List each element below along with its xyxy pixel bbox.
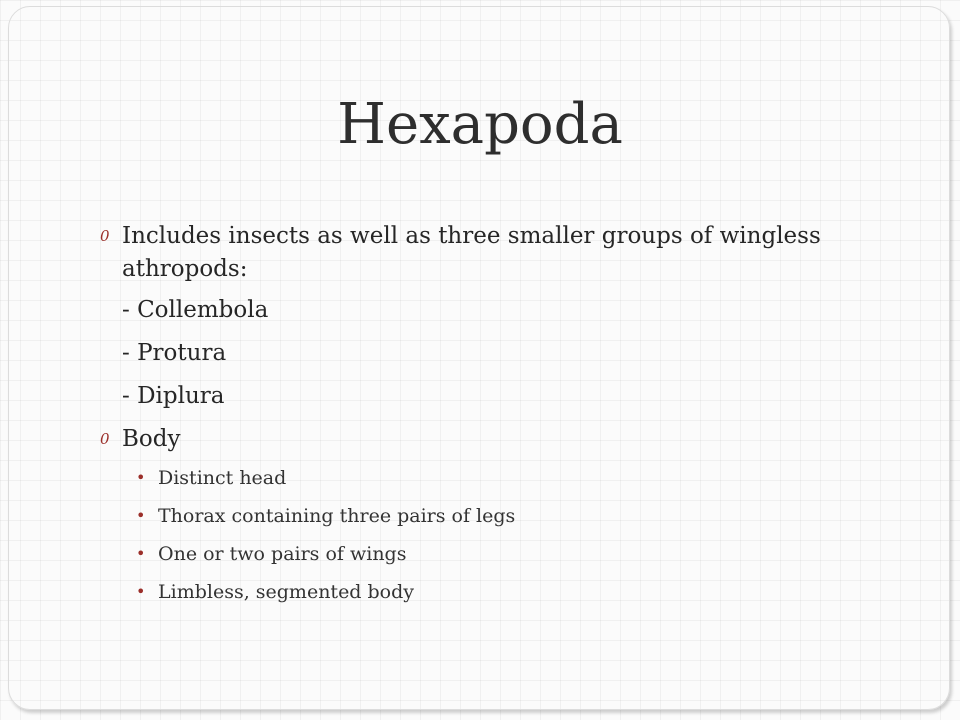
group-item: - Collembola <box>122 297 269 323</box>
slide-content <box>100 220 860 616</box>
body-point-text: One or two pairs of wings <box>158 543 407 565</box>
body-point-text: Thorax containing three pairs of legs <box>158 505 516 527</box>
sub-bullet-icon: • <box>136 468 146 487</box>
sub-bullet-icon: • <box>136 544 146 563</box>
body-point-text: Limbless, segmented body <box>158 581 415 603</box>
body-point <box>100 464 860 492</box>
sub-bullet-icon: • <box>136 582 146 601</box>
body-point <box>100 540 860 568</box>
bullet-body <box>100 423 860 456</box>
bullet-marker: 0 <box>100 227 110 245</box>
body-point <box>100 502 860 530</box>
group-item: - Diplura <box>122 383 225 409</box>
body-point-text: Distinct head <box>158 467 287 489</box>
intro-text: Includes insects as well as three smaller groups of wingless athropods: <box>122 223 821 282</box>
bullet-marker: 0 <box>100 430 110 448</box>
bullet-intro <box>100 220 860 286</box>
body-heading: Body <box>122 426 181 452</box>
body-point <box>100 578 860 606</box>
sub-bullet-icon: • <box>136 506 146 525</box>
group-item: - Protura <box>122 340 227 366</box>
slide-title: Hexapoda <box>337 92 623 157</box>
